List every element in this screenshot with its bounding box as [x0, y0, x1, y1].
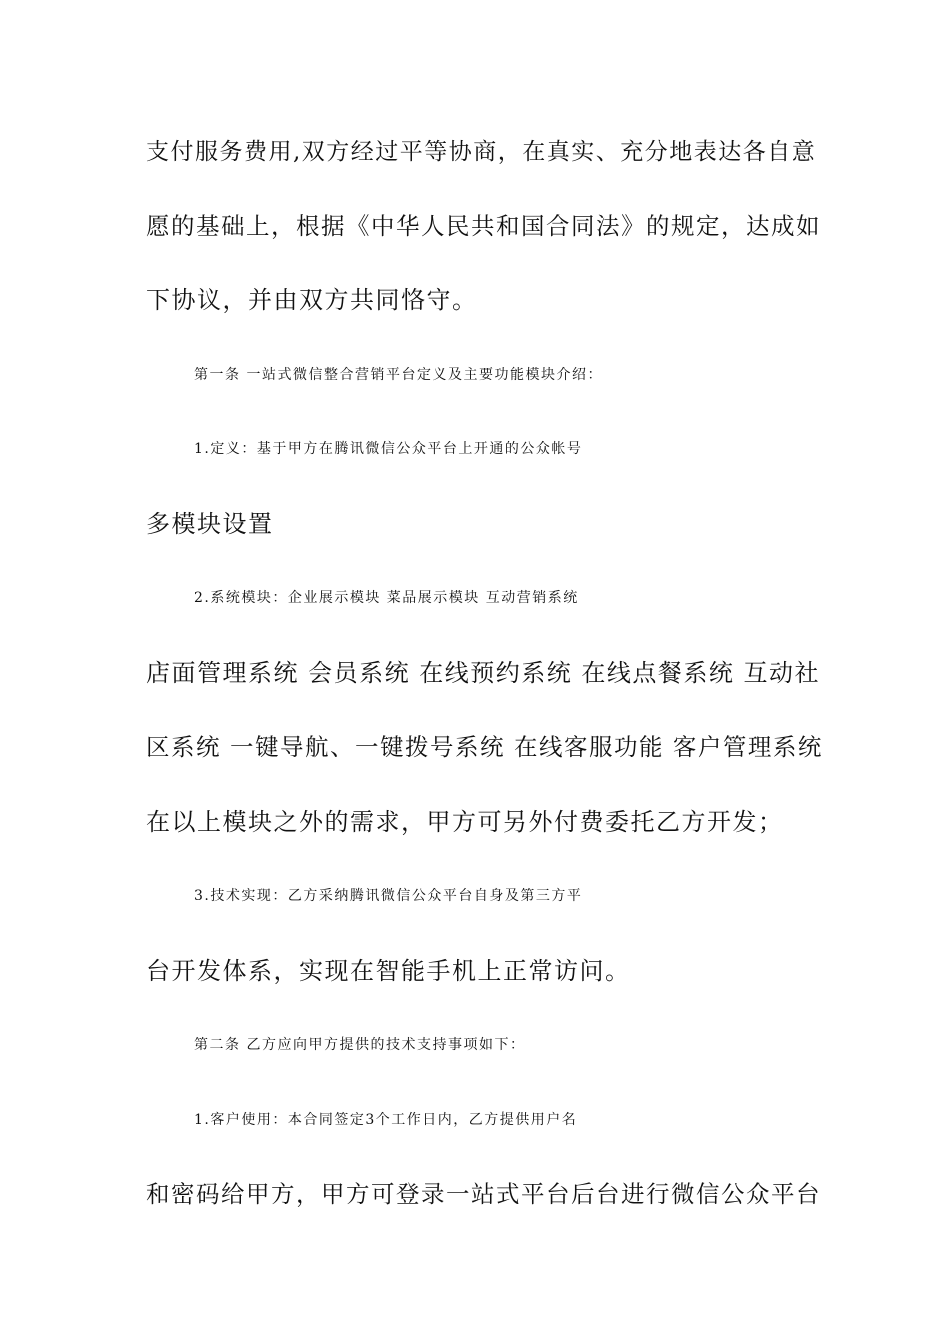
paragraph-line: 支付服务费用,双方经过平等协商，在真实、充分地表达各自意	[146, 139, 817, 165]
article-heading: 第二条 乙方应向甲方提供的技术支持事项如下：	[194, 1037, 526, 1053]
paragraph-line: 区系统 一键导航、一键拨号系统 在线客服功能 客户管理系统	[146, 733, 823, 761]
paragraph-line: 和密码给甲方，甲方可登录一站式平台后台进行微信公众平台	[146, 1180, 821, 1208]
paragraph-line: 3.技术实现：乙方采纳腾讯微信公众平台自身及第三方平	[194, 888, 583, 904]
paragraph-line: 1.客户使用：本合同签定3个工作日内，乙方提供用户名	[194, 1112, 578, 1128]
paragraph-line: 多模块设置	[146, 510, 274, 538]
paragraph-line: 1.定义：基于甲方在腾讯微信公众平台上开通的公众帐号	[194, 441, 583, 457]
paragraph-line: 下协议，并由双方共同恪守。	[146, 286, 478, 314]
paragraph-line: 愿的基础上，根据《中华人民共和国合同法》的规定，达成如	[146, 212, 821, 240]
article-heading: 第一条 一站式微信整合营销平台定义及主要功能模块介绍：	[194, 367, 603, 383]
paragraph-line: 在以上模块之外的需求，甲方可另外付费委托乙方开发；	[146, 808, 784, 836]
paragraph-line: 店面管理系统 会员系统 在线预约系统 在线点餐系统 互动社	[146, 659, 821, 687]
paragraph-line: 2.系统模块：企业展示模块 菜品展示模块 互动营销系统	[194, 590, 579, 606]
paragraph-line: 台开发体系，实现在智能手机上正常访问。	[146, 957, 631, 985]
